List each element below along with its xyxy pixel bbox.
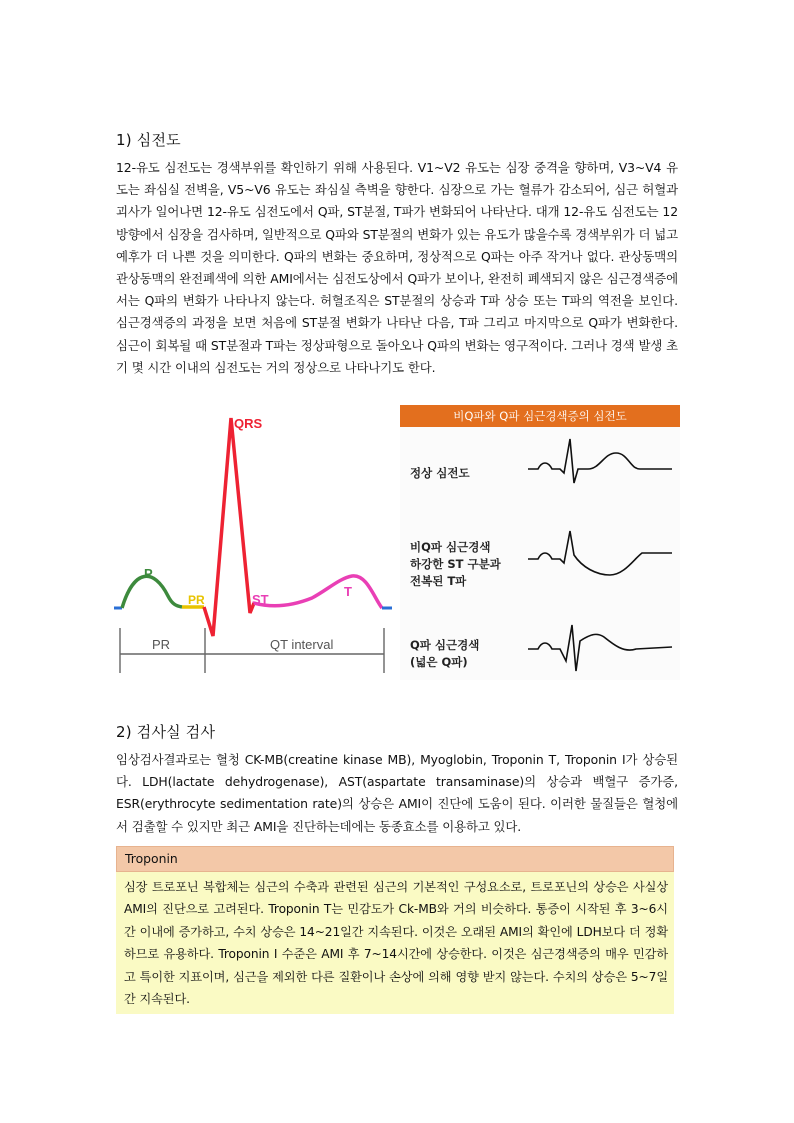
nonq-line2: 하강한 ST 구분과 xyxy=(410,557,501,571)
q-line2: (넓은 Q파) xyxy=(410,655,468,669)
nonq-ecg-trace xyxy=(528,531,672,575)
q-line1: Q파 심근경색 xyxy=(410,638,480,652)
q-ecg-trace xyxy=(528,625,672,671)
label-pr-interval: PR xyxy=(152,637,171,652)
normal-ecg-trace xyxy=(528,439,672,483)
label-t: T xyxy=(344,584,352,599)
label-qrs: QRS xyxy=(234,416,263,431)
troponin-box xyxy=(116,846,674,1014)
troponin-box-title: Troponin xyxy=(116,846,674,872)
comparison-panel-body xyxy=(400,427,680,680)
label-p: P xyxy=(144,566,153,581)
lab-paragraph: 임상검사결과로는 혈청 CK-MB(creatine kinase MB), Myoglobin, Troponin T, Troponin I가 상승된다. LDH(lactate dehydrogenase), AST(aspartate transaminase)의 상승과 백혈구 증가증, ESR(erythrocyte sedimentation rate)의 상승은 AMI이 진단에 도움이 된다. 이러한 물질들은 혈청에서 검출할 수 있지만 최근 AMI을 진단하는데에는 동종효소를 이용하고 있다. xyxy=(116,752,678,834)
comparison-panel-title: 비Q파와 Q파 심근경색증의 심전도 xyxy=(400,405,680,427)
troponin-box-body: 심장 트로포닌 복합체는 심근의 수축과 관련된 심근의 기본적인 구성요소로, 트로포닌의 상승은 사실상 AMI의 진단으로 고려된다. Troponin T는 민감도가 Ck-MB와 거의 비슷하다. 통증이 시작된 후 3~6시간 이내에 증가하고, 수치 상승은 14~21일간 지속된다. 이것은 오래된 AMI의 확인에 LDH보다 더 정확하므로 유용하다. Troponin I 수준은 AMI 후 7~14시간에 상승한다. 이것은 심근경색증의 매우 민감하고 특이한 지표이며, 심근을 제외한 다른 질환이나 손상에 의해 영향 받지 않는다. 수치의 상승은 5~7일간 지속된다. xyxy=(116,872,674,1014)
ecg-waveform-diagram xyxy=(112,408,394,680)
nonq-line1: 비Q파 심근경색 xyxy=(410,540,491,554)
ecg-comparison-panel xyxy=(400,405,680,680)
section-heading-lab: 2) 검사실 검사 xyxy=(116,723,216,741)
nonq-line3: 전복된 T파 xyxy=(410,574,467,588)
ecg-paragraph: 12-유도 심전도는 경색부위를 확인하기 위해 사용된다. V1~V2 유도는 심장 중격을 향하며, V3~V4 유도는 좌심실 전벽을, V5~V6 유도는 좌심실 측벽을 향한다. 심장으로 가는 혈류가 감소되어, 심근 허혈과 괴사가 일어나면 12-유도 심전도에서 Q파, ST분절, T파가 변화되어 나타난다. 대개 12-유도 심전도는 12방향에서 심장을 검사하며, 일반적으로 Q파와 ST분절의 변화가 있는 유도가 많을수록 경색부위가 더 넓고 예후가 더 나쁜 것을 의미한다. Q파의 변화는 중요하며, 정상적으로 Q파는 아주 작거나 없다. 관상동맥의 관상동맥의 완전폐색에 의한 AMI에서는 심전도상에서 Q파가 보이나, 완전히 폐색되지 않은 심근경색증에서는 Q파의 변화가 나타나지 않는다. 허혈조직은 ST분절의 상승과 T파 상승 또는 T파의 역전을 보인다. 심근경색증의 과정을 보면 처음에 ST분절 변화가 나타난 다음, T파 그리고 마지막으로 Q파가 변화한다. 심근이 회복될 때 ST분절과 T파는 정상파형으로 돌아오나 Q파의 변화는 영구적이다. 그러나 경색 발생 초기 몇 시간 이내의 심전도는 거의 정상으로 나타나기도 한다. xyxy=(116,160,678,375)
label-qt-interval: QT interval xyxy=(270,637,334,652)
section-heading-ecg: 1) 심전도 xyxy=(116,131,181,149)
label-st: ST xyxy=(252,592,269,607)
label-normal-ecg: 정상 심전도 xyxy=(410,466,470,480)
label-pr-segment: PR xyxy=(188,593,205,607)
